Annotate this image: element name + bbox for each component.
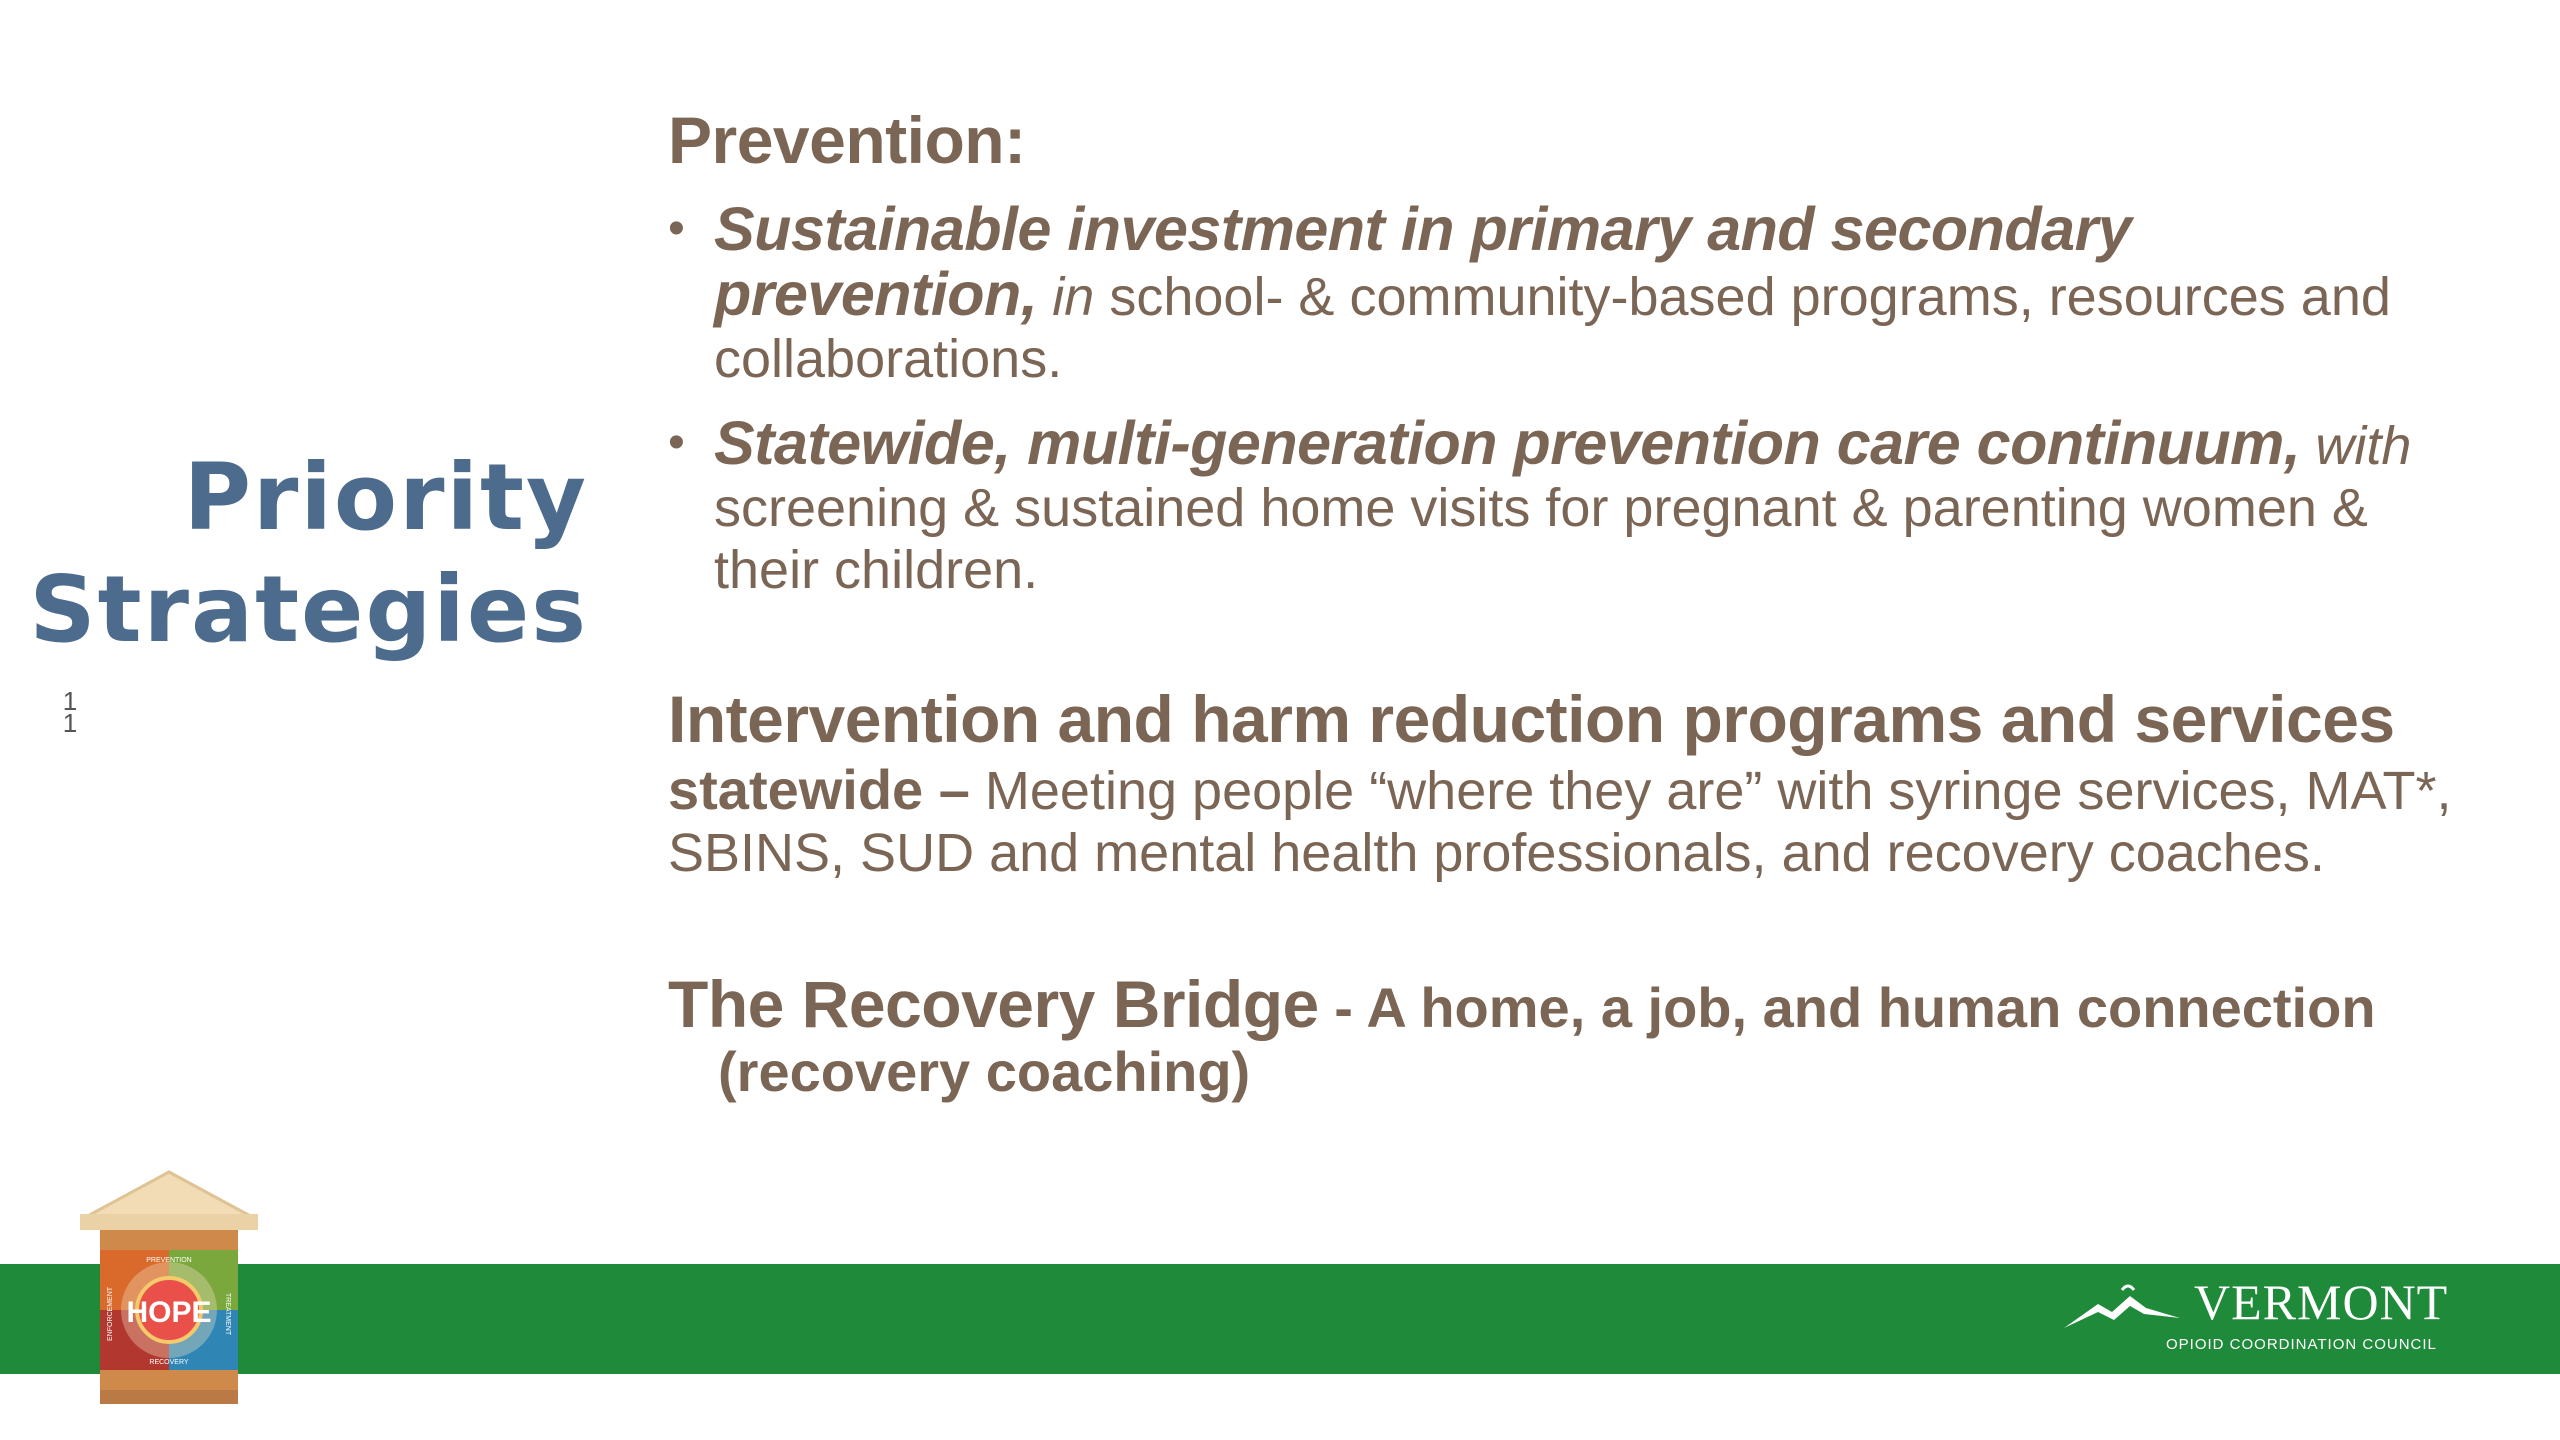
list-item (668, 409, 2468, 601)
list-item (668, 195, 2468, 390)
prevention-section (668, 100, 2468, 601)
intervention-body (668, 759, 2468, 884)
hope-ring-label: ENFORCEMENT (107, 1286, 114, 1342)
title-line-2: Strategies (29, 556, 588, 663)
intervention-section (668, 679, 2468, 884)
bullet-text: school- & community-based programs, resources and collaborations. (714, 267, 2391, 389)
bullet-icon: • (668, 202, 685, 255)
slide-number-digit: 1 (62, 686, 78, 716)
slide-number (60, 686, 80, 738)
mountain-icon (2060, 1278, 2190, 1338)
slide-title (29, 442, 588, 666)
recovery-title: The Recovery Bridge (668, 967, 1319, 1041)
bullet-text: screening & sustained home visits for pregnant & parenting women & their children. (714, 478, 2368, 600)
hope-ring-label: RECOVERY (149, 1359, 189, 1366)
recovery-subtitle: - A home, a job, and human connection (1334, 976, 2376, 1039)
intervention-bold-lead: statewide – (668, 758, 970, 821)
recovery-section (668, 967, 2468, 1104)
content-column (668, 100, 2468, 1104)
title-line-1: Priority (183, 444, 588, 551)
hope-logo-text: HOPE (126, 1296, 212, 1329)
bullet-connector: in (1052, 267, 1095, 327)
prevention-heading: Prevention: (668, 103, 1026, 177)
recovery-line-2: (recovery coaching) (718, 1040, 1251, 1103)
vermont-name: VERMONT (2194, 1274, 2449, 1330)
bullet-connector: with (2315, 416, 2412, 476)
intervention-text: Meeting people “where they are” with syringe services, MAT*, SBINS, SUD and mental health professionals, and recovery coaches. (668, 761, 2452, 883)
vermont-logo (2060, 1272, 2449, 1368)
hope-ring-label: TREATMENT (224, 1292, 231, 1336)
hope-house-logo-icon (76, 1170, 262, 1406)
hope-ring-label: PREVENTION (146, 1257, 192, 1264)
bullet-icon: • (668, 416, 685, 469)
vermont-subtitle: OPIOID COORDINATION COUNCIL (2166, 1336, 2437, 1353)
prevention-bullet-list (668, 195, 2468, 601)
slide-number-digit: 1 (62, 708, 78, 738)
bullet-lead: Sustainable investment in primary and secondary prevention, (714, 195, 2132, 328)
bullet-lead: Statewide, multi-generation prevention care continuum, (714, 409, 2301, 477)
intervention-heading: Intervention and harm reduction programs and services (668, 682, 2395, 756)
